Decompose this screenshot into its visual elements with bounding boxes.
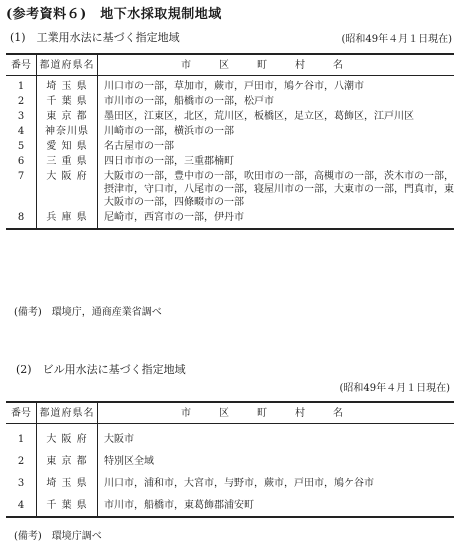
row-number: 6	[17, 156, 25, 167]
table-row	[6, 169, 454, 210]
row-number: 2	[17, 96, 25, 107]
section1-table	[6, 53, 454, 230]
table-row	[6, 472, 454, 494]
table-header-row	[6, 402, 454, 424]
header-area: 市区町村名	[98, 54, 455, 76]
row-area: 墨田区，江東区，北区，荒川区，板橋区，足立区，葛飾区，江戸川区	[104, 111, 414, 122]
table-row	[6, 424, 454, 451]
row-area: 大阪市	[104, 433, 134, 445]
row-area: 名古屋市の一部	[104, 141, 174, 152]
table-row	[6, 94, 454, 109]
row-prefecture: 千 葉 県	[37, 494, 98, 517]
table-row	[6, 450, 454, 472]
section2-as-of: (昭和49年４月１日現在)	[339, 383, 450, 394]
table-row	[6, 109, 454, 124]
table-row	[6, 76, 454, 95]
header-pref: 都道府県名	[37, 54, 98, 76]
row-prefecture: 埼 玉 県	[37, 472, 98, 494]
row-area: 川崎市の一部，横浜市の一部	[104, 126, 234, 137]
row-prefecture: 東 京 都	[37, 109, 98, 124]
table-row	[6, 139, 454, 154]
row-area: 四日市市の一部，三重郡楠町	[104, 156, 234, 167]
row-prefecture: 千 葉 県	[37, 94, 98, 109]
section1-table-body	[6, 76, 454, 230]
table-header-row	[6, 54, 454, 76]
section2-heading: (2) ビル用水法に基づく指定地域	[16, 363, 186, 376]
row-prefecture: 大 阪 府	[37, 169, 98, 210]
row-prefecture: 東 京 都	[37, 450, 98, 472]
section1-heading: (1) 工業用水法に基づく指定地域	[10, 31, 180, 44]
row-prefecture: 神奈川県	[37, 124, 98, 139]
section2-note: (備考) 環境庁調べ	[14, 531, 102, 542]
section2-table-body	[6, 424, 454, 518]
section1-note: (備考) 環境庁，通商産業省調べ	[14, 307, 162, 318]
header-pref: 都道府県名	[37, 402, 98, 424]
row-number: 3	[17, 477, 25, 489]
row-area: 特別区全域	[104, 455, 154, 467]
row-prefecture: 埼 玉 県	[37, 76, 98, 95]
section2-table	[6, 401, 454, 518]
page-title: (参考資料６) 地下水採取規制地域	[6, 7, 222, 22]
row-number: 5	[17, 141, 25, 152]
header-area: 市区町村名	[98, 402, 455, 424]
table-row	[6, 124, 454, 139]
row-prefecture: 大 阪 府	[37, 424, 98, 451]
row-area: 川口市，浦和市，大宮市，与野市，蕨市，戸田市，鳩ケ谷市	[104, 477, 374, 489]
row-prefecture: 三 重 県	[37, 154, 98, 169]
section1-as-of: (昭和49年４月１日現在)	[341, 34, 452, 45]
row-number: 1	[17, 433, 25, 445]
header-num: 番号	[6, 402, 37, 424]
row-area: 市川市，船橋市，東葛飾郡浦安町	[104, 499, 254, 511]
row-number: 2	[17, 455, 25, 467]
table-row	[6, 494, 454, 517]
row-prefecture: 兵 庫 県	[37, 210, 98, 229]
row-area: 大阪市の一部，豊中市の一部，吹田市の一部，高槻市の一部，茨木市の一部，摂津市，守口市，八尾市の一部，寝屋川市の一部，大東市の一部，門真市，東大阪市の一部，四條畷市の一部	[104, 171, 454, 208]
row-number: 3	[17, 111, 25, 122]
row-area: 市川市の一部，船橋市の一部，松戸市	[104, 96, 274, 107]
row-area: 尼崎市，西宮市の一部，伊丹市	[104, 212, 244, 223]
table-row	[6, 154, 454, 169]
row-number: 4	[17, 499, 25, 511]
table-row	[6, 210, 454, 229]
row-area: 川口市の一部，草加市，蕨市，戸田市，鳩ケ谷市，八潮市	[104, 81, 364, 92]
header-num: 番号	[6, 54, 37, 76]
row-number: 4	[17, 126, 25, 137]
row-number: 1	[17, 81, 25, 92]
row-prefecture: 愛 知 県	[37, 139, 98, 154]
row-number: 8	[17, 212, 25, 223]
row-number: 7	[17, 171, 25, 182]
